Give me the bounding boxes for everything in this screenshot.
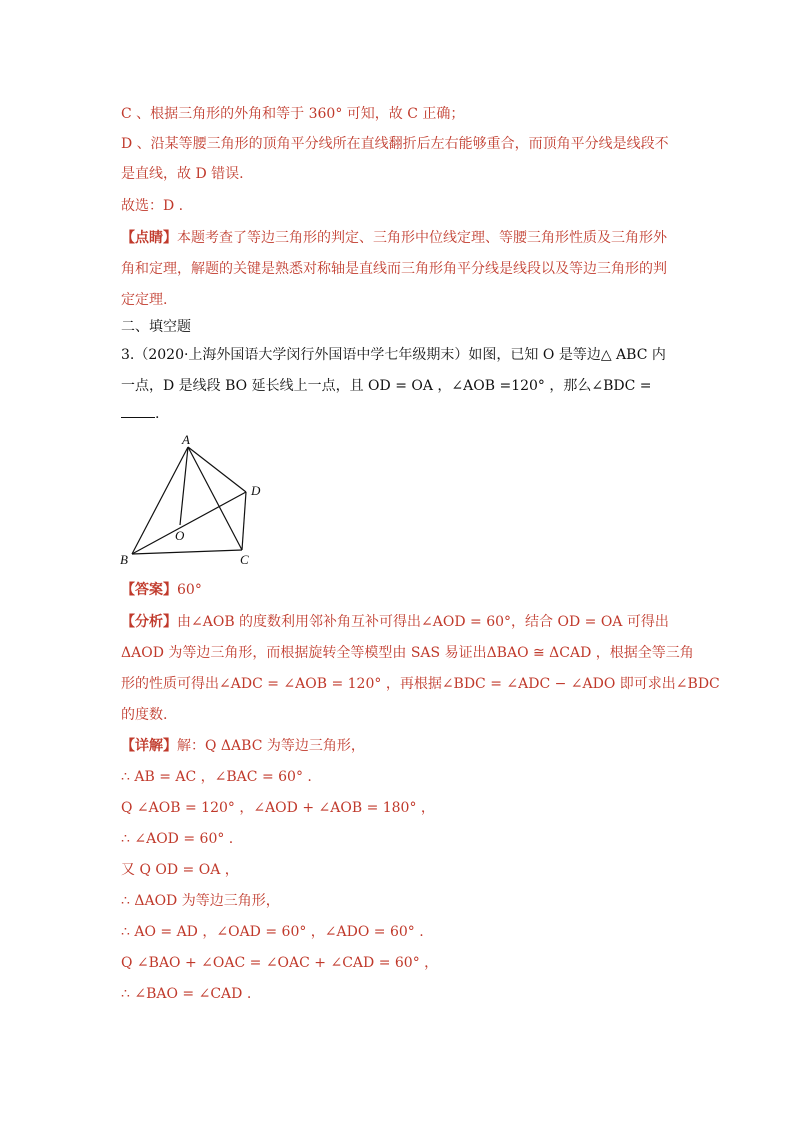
segment-CD: [242, 492, 246, 550]
answer-line: 【答案】60°: [121, 582, 202, 598]
text-line: ∴ AO = AD ，∠OAD = 60° ，∠ADO = 60° .: [121, 924, 424, 940]
text-line: 角和定理，解题的关键是熟悉对称轴是直线而三角形角平分线是线段以及等边三角形的判: [121, 261, 667, 277]
remark-line: 【点睛】本题考查了等边三角形的判定、三角形中位线定理、等腰三角形性质及三角形外: [121, 230, 667, 246]
text-line: ∴ ∠AOD = 60° .: [121, 831, 234, 847]
analysis-line: 【分析】由∠AOB 的度数利用邻补角互补可得出∠AOD = 60°，结合 OD = OA 可得出: [121, 614, 669, 630]
text-line: 故选：D .: [121, 198, 184, 214]
text-line: C 、根据三角形的外角和等于 360° 可知，故 C 正确；: [121, 106, 465, 122]
label-C: C: [240, 552, 249, 567]
label-O: O: [175, 528, 185, 543]
text-line: D 、沿某等腰三角形的顶角平分线所在直线翻折后左右能够重合，而顶角平分线是线段不: [121, 136, 669, 152]
label-D: D: [251, 483, 261, 498]
text-line: ΔAOD 为等边三角形，而根据旋转全等模型由 SAS 易证出ΔBAO ≅ ΔCAD ，根据全等三角: [121, 645, 694, 661]
answer-blank: [121, 405, 155, 418]
text-line: 又 Q OD = OA ，: [121, 862, 239, 878]
solution-line: 【详解】解：Q ΔABC 为等边三角形，: [121, 738, 365, 754]
analysis-label: 【分析】: [121, 614, 177, 630]
question-line: 3.（2020·上海外国语大学闵行外国语中学七年级期末）如图，已知 O 是等边△ ABC 内: [121, 347, 666, 363]
text-line: Q ∠AOB = 120° ，∠AOD + ∠AOB = 180° ，: [121, 800, 435, 816]
label-A: A: [182, 432, 190, 447]
segment-BC: [132, 550, 242, 554]
text-line: 是直线，故 D 错误.: [121, 166, 244, 182]
remark-label: 【点睛】: [121, 230, 177, 246]
text-line: ∴ ΔAOD 为等边三角形，: [121, 893, 280, 909]
answer-blank-line: .: [121, 404, 159, 424]
section-heading: 二、填空题: [121, 319, 191, 335]
answer-label: 【答案】: [121, 582, 177, 598]
segment-BD: [132, 492, 246, 554]
text-line: Q ∠BAO + ∠OAC = ∠OAC + ∠CAD = 60° ，: [121, 955, 439, 971]
question-line: 一点，D 是线段 BO 延长线上一点，且 OD = OA ，∠AOB =120° ，那么∠BDC =: [121, 378, 652, 394]
text-line: ∴ AB = AC ，∠BAC = 60° .: [121, 769, 312, 785]
solution-label: 【详解】: [121, 738, 177, 754]
label-B: B: [120, 552, 128, 567]
segment-AD: [188, 447, 246, 492]
text-line: 形的性质可得出∠ADC = ∠AOB = 120° ，再根据∠BDC = ∠ADC − ∠ADO 即可求出∠BDC: [121, 676, 720, 692]
geometry-figure: [112, 430, 272, 570]
text-line: 定定理.: [121, 292, 168, 308]
text-line: ∴ ∠BAO = ∠CAD .: [121, 986, 252, 1002]
text-line: 的度数.: [121, 707, 168, 723]
